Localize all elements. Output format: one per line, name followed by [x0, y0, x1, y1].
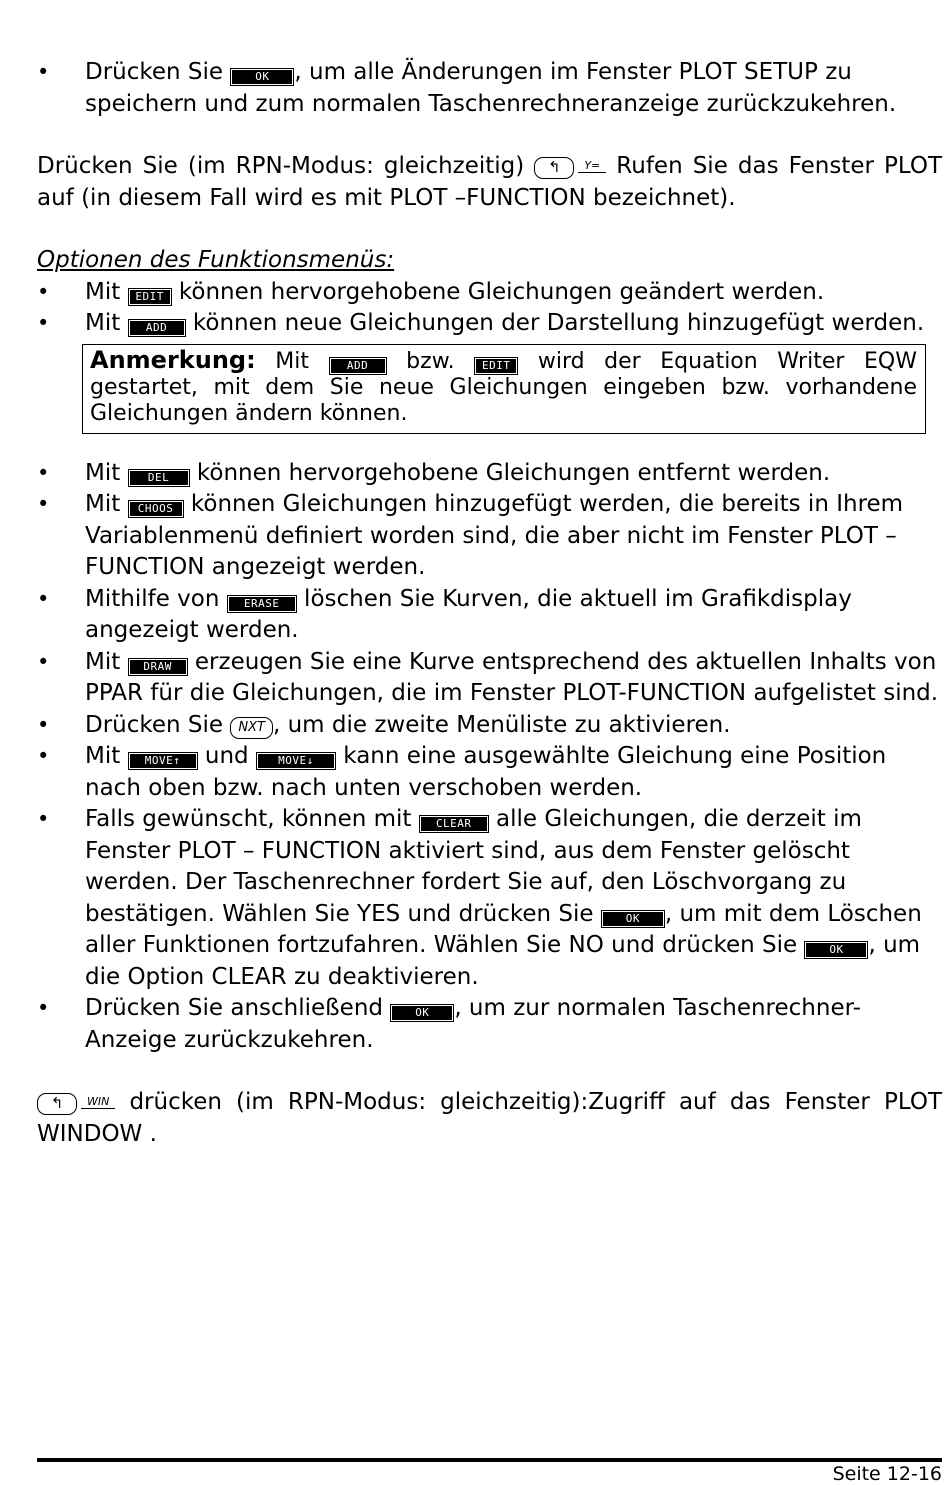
ok-softkey: OK [804, 941, 868, 959]
text: , um alle Änderungen im Fenster PLOT SETUP zu speichern und zum normalen Taschenrechneranzeige zurückzukehren. [85, 59, 897, 117]
text: Rufen Sie das Fenster PLOT auf (in diesem Fall wird es mit PLOT –FUNCTION bezeichnet). [37, 153, 942, 211]
ok-softkey: OK [390, 1004, 454, 1022]
choos-softkey: CHOOS [128, 500, 184, 518]
ok-softkey: OK [230, 68, 294, 86]
text: alle Gleichungen, die derzeit im Fenster PLOT – FUNCTION aktiviert sind, aus dem Fenster gelöscht werden. Der Taschenrechner fordert Sie auf, den Löschvorgang zu bestätigen. Wählen Sie YES und drücken Sie [85, 806, 862, 927]
list-item [37, 57, 942, 120]
win-key-label: WIN [81, 1096, 115, 1109]
text: , um die zweite Menüliste zu aktivieren. [272, 711, 731, 738]
text: können Gleichungen hinzugefügt werden, die bereits in Ihrem Variablenmenü definiert worden sind, die aber nicht im Fenster PLOT – FUNCTION angezeigt werden. [85, 491, 904, 580]
text: erzeugen Sie eine Kurve entsprechend des aktuellen Inhalts von PPAR für die Gleichungen, die im Fenster PLOT-FUNCTION aufgelistet sind. [85, 648, 939, 706]
text: und [197, 743, 256, 769]
text: bzw. [386, 348, 475, 374]
text: können neue Gleichungen der Darstellung hinzugefügt werden. [185, 310, 925, 336]
text: Drücken Sie anschließend [85, 995, 391, 1021]
text: können hervorgehobene Gleichungen entfernt werden. [189, 459, 831, 486]
edit-softkey: EDIT [474, 357, 518, 375]
text: Drücken Sie [85, 711, 231, 738]
left-shift-key: ↰ [534, 157, 574, 179]
del-softkey: DEL [128, 469, 190, 487]
draw-softkey: DRAW [128, 658, 188, 676]
text: wird der Equation Writer EQW gestartet, mit dem Sie neue Gleichungen eingeben bzw. vorhandene Gleichungen ändern können. [90, 348, 917, 426]
text: Mithilfe von [85, 585, 227, 612]
yeq-key-label: Y= [578, 160, 606, 173]
text: Drücken Sie [85, 59, 231, 85]
text: , um mit dem Löschen aller Funktionen fortzufahren. Wählen Sie NO und drücken Sie [85, 900, 922, 958]
text: Mit [85, 310, 128, 336]
note-box [82, 344, 926, 434]
text: können hervorgehobene Gleichungen geändert werden. [171, 278, 825, 305]
list-item [37, 458, 942, 490]
text: Falls gewünscht, können mit [85, 806, 419, 832]
edit-softkey: EDIT [128, 288, 172, 306]
text: Mit [85, 459, 128, 486]
section-heading: Optionen des Funktionsmenüs: [37, 247, 395, 273]
move-down-softkey: MOVE↓ [256, 752, 336, 770]
text: , um zur normalen Taschenrechner-Anzeige zurückzukehren. [85, 995, 861, 1053]
erase-softkey: ERASE [227, 595, 297, 613]
text: Drücken Sie (im RPN-Modus: gleichzeitig) [37, 153, 535, 179]
move-up-softkey: MOVE↑ [128, 752, 198, 770]
plot-window-access-paragraph [37, 1087, 942, 1150]
left-shift-key: ↰ [37, 1093, 77, 1115]
list-item [37, 804, 942, 993]
ok-instruction-list [37, 57, 942, 120]
function-menu-list-2 [37, 458, 942, 1057]
text: Mit [85, 743, 128, 769]
list-item [37, 741, 942, 804]
text: Mit [85, 648, 128, 675]
text: kann eine ausgewählte Gleichung eine Position nach oben bzw. nach unten verschoben werden. [85, 743, 887, 801]
text: löschen Sie Kurven, die aktuell im Grafikdisplay angezeigt werden. [85, 585, 852, 643]
text: Mit [255, 348, 329, 374]
note-label: Anmerkung: [90, 345, 256, 374]
nxt-key: NXT [230, 717, 273, 739]
add-softkey: ADD [128, 319, 186, 337]
list-item [37, 277, 942, 309]
footer-rule [37, 1458, 942, 1462]
text: Mit [85, 491, 128, 517]
ok-softkey: OK [601, 910, 665, 928]
text: drücken (im RPN-Modus: gleichzeitig):Zugriff auf das Fenster PLOT WINDOW . [37, 1089, 942, 1147]
list-item [37, 647, 942, 710]
plot-window-paragraph [37, 151, 942, 214]
list-item [37, 993, 942, 1056]
clear-softkey: CLEAR [419, 815, 489, 833]
text: , um die Option CLEAR zu deaktivieren. [85, 932, 921, 990]
page-number: Seite 12-16 [832, 1463, 942, 1485]
function-menu-list-1 [37, 277, 942, 340]
list-item [37, 710, 942, 742]
list-item [37, 489, 942, 584]
page-content [37, 57, 942, 1150]
text: Mit [85, 278, 128, 305]
list-item [37, 584, 942, 647]
add-softkey: ADD [329, 357, 387, 375]
list-item [37, 308, 942, 340]
